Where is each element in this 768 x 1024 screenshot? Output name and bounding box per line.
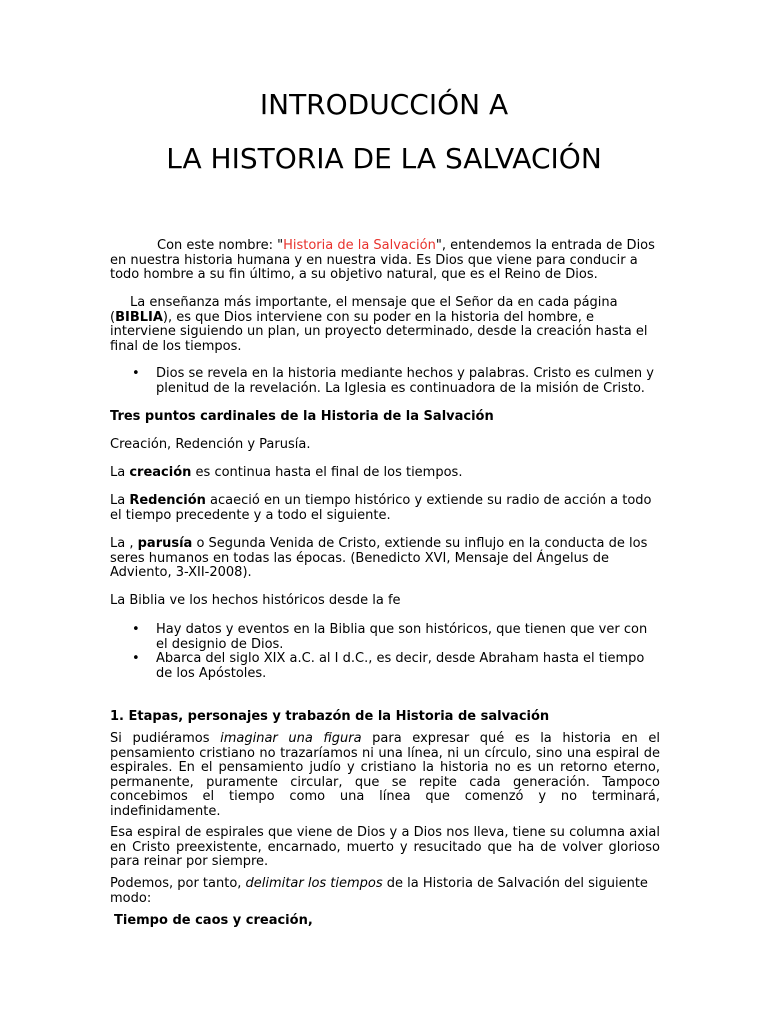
- teaching-text-pre: La enseñanza más importante, el mensaje que el Señor da en cada página (: [110, 295, 618, 325]
- parousia-text-pre: La ,: [110, 536, 138, 551]
- intro-text-pre: Con este nombre: ": [157, 238, 284, 253]
- redemption-term: Redención: [129, 493, 206, 508]
- section-heading-stages: [110, 710, 660, 725]
- delimit-text-post: de la Historia de Salvación del siguiente modo:: [110, 876, 648, 906]
- list-item: [110, 652, 660, 681]
- revelation-bullet-list: [110, 367, 660, 396]
- delimit-emphasis: delimitar los tiempos: [245, 876, 383, 891]
- teaching-text-post: ), es que Dios interviene con su poder en la historia del hombre, e interviene siguiendo un plan, un proyecto determinado, desde la creación hasta el final de los tiempos.: [110, 309, 648, 354]
- title-line-2: LA HISTORIA DE LA SALVACIÓN: [166, 142, 602, 175]
- spiral-text-post: para expresar qué es la historia en el pensamiento cristiano no trazaríamos ni una línea, ni un círculo, sino una espiral de espirales. En el pensamiento judío y cristiano la historia no es un retorno eterno, permanente, puramente circular, que se repite cada generación. Tampoco concebimos el tiempo como una línea que comenzó y no terminará, indefinidamente.: [110, 731, 660, 819]
- delimit-text-pre: Podemos, por tanto,: [110, 876, 246, 891]
- cardinal-points-paragraph: Creación, Redención y Parusía.: [110, 437, 311, 452]
- section-heading-cardinal: [110, 410, 660, 425]
- redemption-text-pre: La: [110, 493, 130, 508]
- list-item-text: Dios se revela en la historia mediante hechos y palabras. Cristo es culmen y plenitud de la revelación. La Iglesia es continuadora de la misión de Cristo.: [156, 366, 654, 396]
- list-item: [110, 623, 660, 652]
- parousia-paragraph: [110, 537, 660, 581]
- bullet-icon: •: [132, 366, 140, 381]
- list-item-text: Abarca del siglo XIX a.C. al I d.C., es decir, desde Abraham hasta el tiempo de los Apóstoles.: [156, 651, 645, 681]
- section-heading-chaos-text: Tiempo de caos y creación,: [114, 913, 313, 928]
- creation-text-pre: La: [110, 465, 130, 480]
- section-heading-chaos: [110, 914, 664, 929]
- list-item: [110, 367, 660, 396]
- spiral-emphasis: imaginar una figura: [220, 731, 362, 746]
- creation-term: creación: [129, 465, 192, 480]
- intro-text-post: ", entendemos la entrada de Dios en nuestra historia humana y en nuestra vida. Es Dios que viene para conducir a todo hombre a su fin último, a su objetivo natural, que es el Reino de Dios.: [110, 238, 655, 283]
- biblia-term: BIBLIA: [115, 309, 163, 325]
- teaching-paragraph: [110, 296, 660, 354]
- spiral-text-pre: Si pudiéramos: [110, 731, 221, 746]
- delimit-times-paragraph: [110, 877, 660, 906]
- spiral-paragraph: [110, 732, 660, 820]
- title-line-1: INTRODUCCIÓN A: [259, 88, 509, 121]
- bullet-icon: •: [132, 622, 140, 637]
- parousia-text-post: o Segunda Venida de Cristo, extiende su influjo en la conducta de los seres humanos en todas las épocas. (Benedicto XVI, Mensaje del Ángelus de Adviento, 3-XII-2008).: [110, 536, 648, 581]
- creation-text-post: es continua hasta el final de los tiempos.: [191, 465, 463, 480]
- creation-paragraph: [110, 466, 660, 481]
- section-heading-stages-text: 1. Etapas, personajes y trabazón de la Historia de salvación: [110, 709, 550, 724]
- axial-column-paragraph: Esa espiral de espirales que viene de Dios y a Dios nos lleva, tiene su columna axial en Cristo preexistente, encarnado, muerto y resucitado que ha de volver glorioso para reinar por siempre.: [110, 825, 660, 870]
- bible-facts-bullet-list: [110, 623, 660, 681]
- list-item-text: Hay datos y eventos en la Biblia que son históricos, que tienen que ver con el designio de Dios.: [156, 622, 648, 652]
- intro-paragraph: [110, 239, 660, 283]
- redemption-paragraph: [110, 494, 660, 523]
- bible-faith-paragraph: La Biblia ve los hechos históricos desde la fe: [110, 593, 401, 608]
- bullet-icon: •: [132, 651, 140, 667]
- redemption-text-post: acaeció en un tiempo histórico y extiende su radio de acción a todo el tiempo precedente y a todo el siguiente.: [110, 493, 652, 523]
- parousia-term: parusía: [137, 536, 193, 551]
- history-of-salvation-term: Historia de la Salvación: [283, 238, 436, 253]
- section-heading-cardinal-text: Tres puntos cardinales de la Historia de la Salvación: [110, 409, 494, 424]
